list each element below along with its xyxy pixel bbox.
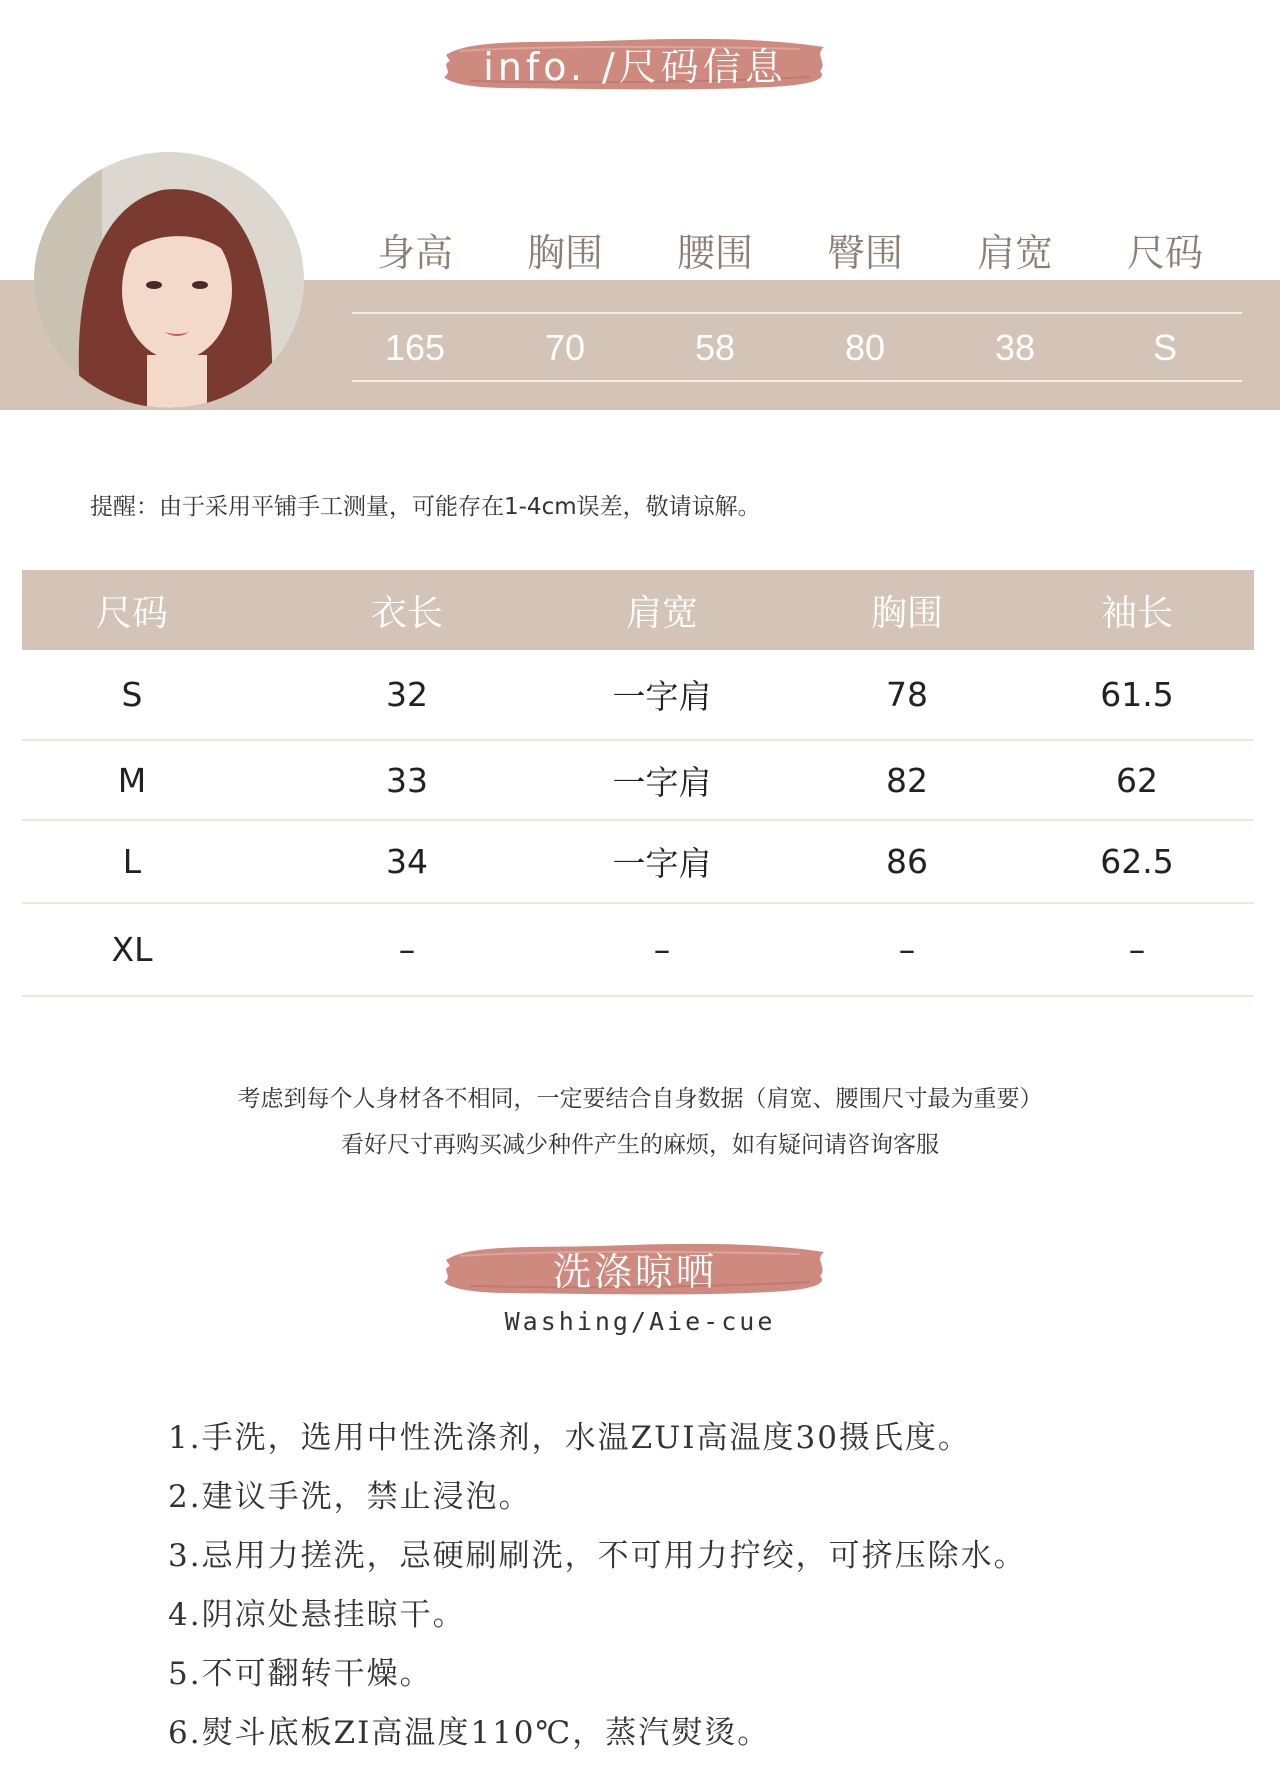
measurement-reminder: 提醒：由于采用平铺手工测量，可能存在1-4cm误差，敬请谅解。 <box>90 494 761 520</box>
cell-length: 33 <box>386 760 428 800</box>
cell-shoulder: – <box>653 930 671 969</box>
model-value-height: 165 <box>384 327 446 368</box>
cell-shoulder: 一字肩 <box>612 762 712 802</box>
cell-size: L <box>122 842 142 881</box>
sizing-advice-line: 看好尺寸再购买减少种件产生的麻烦，如有疑问请咨询客服 <box>341 1132 939 1158</box>
cell-bust: 82 <box>886 760 928 800</box>
cell-bust: 86 <box>886 842 928 881</box>
cell-length: 34 <box>386 842 428 881</box>
size-table-body <box>22 650 1254 997</box>
model-value-hip: 80 <box>844 327 886 368</box>
washing-banner-title: 洗涤晾晒 <box>552 1249 717 1294</box>
cell-sleeve: 62.5 <box>1100 842 1174 881</box>
table-row <box>22 904 1254 997</box>
cell-bust: 78 <box>886 675 928 714</box>
cell-sleeve: – <box>1128 930 1146 969</box>
size-chart-table <box>22 570 1254 997</box>
cell-size: S <box>121 675 143 714</box>
table-row <box>22 821 1254 904</box>
model-value-bust: 70 <box>544 327 586 368</box>
washing-instructions-list <box>168 1412 1027 1766</box>
cell-shoulder: 一字肩 <box>612 677 712 716</box>
model-header-hip: 臀围 <box>826 231 903 275</box>
model-measurement-values <box>340 327 1240 369</box>
header-shoulder: 肩宽 <box>625 592 698 634</box>
model-header-waist: 腰围 <box>676 231 753 275</box>
list-item: 5.不可翻转干燥。 <box>168 1656 433 1692</box>
header-bust: 胸围 <box>870 592 943 634</box>
sizing-advice-line: 考虑到每个人身材各不相同，一定要结合自身数据（肩宽、腰围尺寸最为重要） <box>237 1086 1043 1112</box>
info-banner <box>440 33 830 93</box>
info-banner-title: info. /尺码信息 <box>483 44 787 89</box>
model-value-shoulder: 38 <box>994 327 1036 368</box>
model-measurement-header <box>340 222 1240 277</box>
header-sleeve: 袖长 <box>1100 592 1173 634</box>
header-length: 衣长 <box>370 592 443 634</box>
divider <box>352 380 1242 382</box>
cell-bust: – <box>898 930 916 969</box>
cell-size: XL <box>111 930 153 969</box>
list-item: 2.建议手洗，禁止浸泡。 <box>168 1479 532 1515</box>
table-row <box>22 650 1254 741</box>
list-item: 3.忌用力搓洗，忌硬刷刷洗，不可用力拧绞，可挤压除水。 <box>168 1538 1027 1574</box>
model-value-waist: 58 <box>694 327 736 368</box>
cell-sleeve: 62 <box>1116 760 1158 800</box>
cell-size: M <box>117 760 147 800</box>
cell-shoulder: 一字肩 <box>612 844 712 883</box>
model-value-size: S <box>1152 327 1177 368</box>
list-item: 4.阴凉处悬挂晾干。 <box>168 1597 466 1633</box>
model-portrait-avatar <box>32 150 307 410</box>
size-table-header <box>22 570 1254 650</box>
washing-banner <box>440 1238 830 1298</box>
model-header-height: 身高 <box>376 231 453 275</box>
washing-subtitle: Washing/Aie-cue <box>504 1307 776 1336</box>
model-header-shoulder: 肩宽 <box>976 231 1053 275</box>
cell-length: – <box>398 930 416 969</box>
list-item: 1.手洗，选用中性洗涤剂，水温ZUI高温度30摄氏度。 <box>168 1420 971 1456</box>
cell-sleeve: 61.5 <box>1100 675 1174 714</box>
list-item: 6.熨斗底板ZI高温度110℃，蒸汽熨烫。 <box>168 1715 771 1751</box>
table-row <box>22 741 1254 821</box>
header-size: 尺码 <box>95 592 168 634</box>
cell-length: 32 <box>386 675 428 714</box>
divider <box>352 312 1242 314</box>
model-header-size: 尺码 <box>1126 231 1203 275</box>
model-header-bust: 胸围 <box>526 231 603 275</box>
